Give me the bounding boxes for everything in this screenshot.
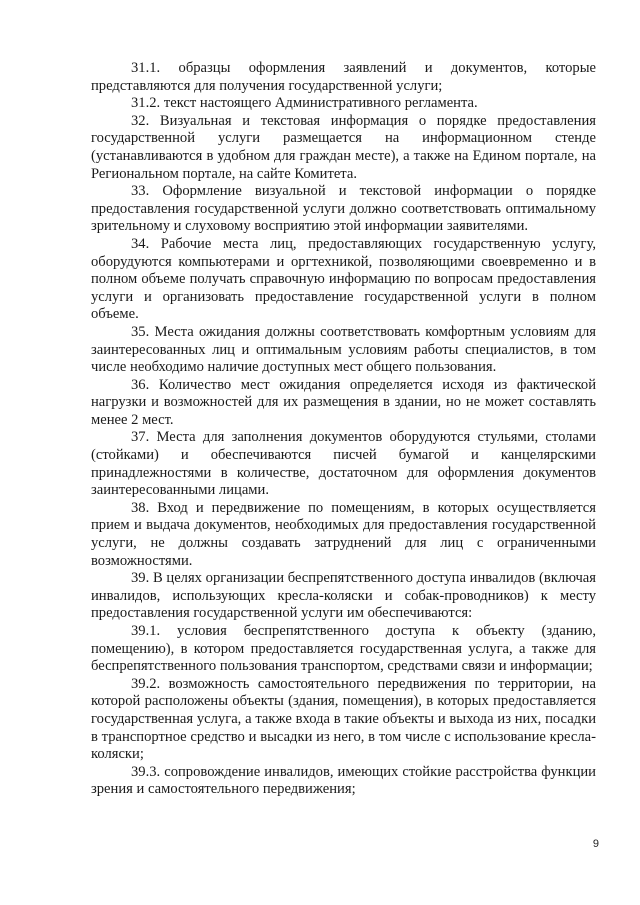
paragraph-38: 38. Вход и передвижение по помещениям, в которых осуществляется прием и выдача документов, необходимых для предоставления государственной услуги, не должны создавать затруднений для лиц с ограниченными возможностями. bbox=[91, 499, 596, 569]
paragraph-35: 35. Места ожидания должны соответствовать комфортным условиям для заинтересованных лиц и оптимальным условиям работы специалистов, в том числе необходимо наличие доступных мест общего пользования. bbox=[91, 323, 596, 376]
paragraph-31-2: 31.2. текст настоящего Административного регламента. bbox=[131, 95, 478, 112]
paragraph-39-3: 39.3. сопровождение инвалидов, имеющих стойкие расстройства функции зрения и самостоятельного передвижения; bbox=[91, 763, 596, 798]
paragraph-39-1: 39.1. условия беспрепятственного доступа к объекту (зданию, помещению), в котором предоставляется государственная услуга, а также для беспрепятственного пользования транспортом, средствами связи и информации; bbox=[91, 623, 596, 675]
paragraph-36: 36. Количество мест ожидания определяется исходя из фактической нагрузки и возможностей для их размещения в здании, но не может составлять менее 2 мест. bbox=[91, 376, 596, 428]
paragraph-39-2: 39.2. возможность самостоятельного передвижения по территории, на которой расположены объекты (здания, помещения), в которых предоставляется государственная услуга, а также входа в такие объекты и выхода из них, посадки в транспортное средство и высадки из него, в том числе с использование кресла-коляски; bbox=[91, 675, 596, 763]
paragraph-39: 39. В целях организации беспрепятственного доступа инвалидов (включая инвалидов, использующих кресла-коляски и собак-проводников) к месту предоставления государственной услуги им обеспечиваются: bbox=[91, 570, 596, 622]
paragraph-33: 33. Оформление визуальной и текстовой информации о порядке предоставления государственной услуги должно соответствовать оптимальному зрительному и слуховому восприятию этой информации заявителями. bbox=[91, 183, 596, 235]
paragraph-34: 34. Рабочие места лиц, предоставляющих государственную услугу, оборудуются компьютерами и оргтехникой, позволяющими своевременно и в полном объеме получать справочную информацию по вопросам предоставления услуги и организовать предоставление государственной услуги в полном объеме. bbox=[91, 235, 596, 323]
document-body bbox=[91, 60, 596, 799]
paragraph-37: 37. Места для заполнения документов оборудуются стульями, столами (стойками) и обеспечиваются писчей бумагой и канцелярскими принадлежностями в количестве, достаточном для оформления документов заинтересованными лицами. bbox=[91, 429, 596, 499]
page-number: 9 bbox=[592, 838, 599, 850]
paragraph-32: 32. Визуальная и текстовая информация о порядке предоставления государственной услуги размещается на информационном стенде (устанавливаются в удобном для граждан месте), а также на Едином портале, на Региональном портале, на сайте Комитета. bbox=[91, 112, 596, 182]
paragraph-31-1: 31.1. образцы оформления заявлений и документов, которые представляются для получения государственной услуги; bbox=[91, 60, 596, 94]
